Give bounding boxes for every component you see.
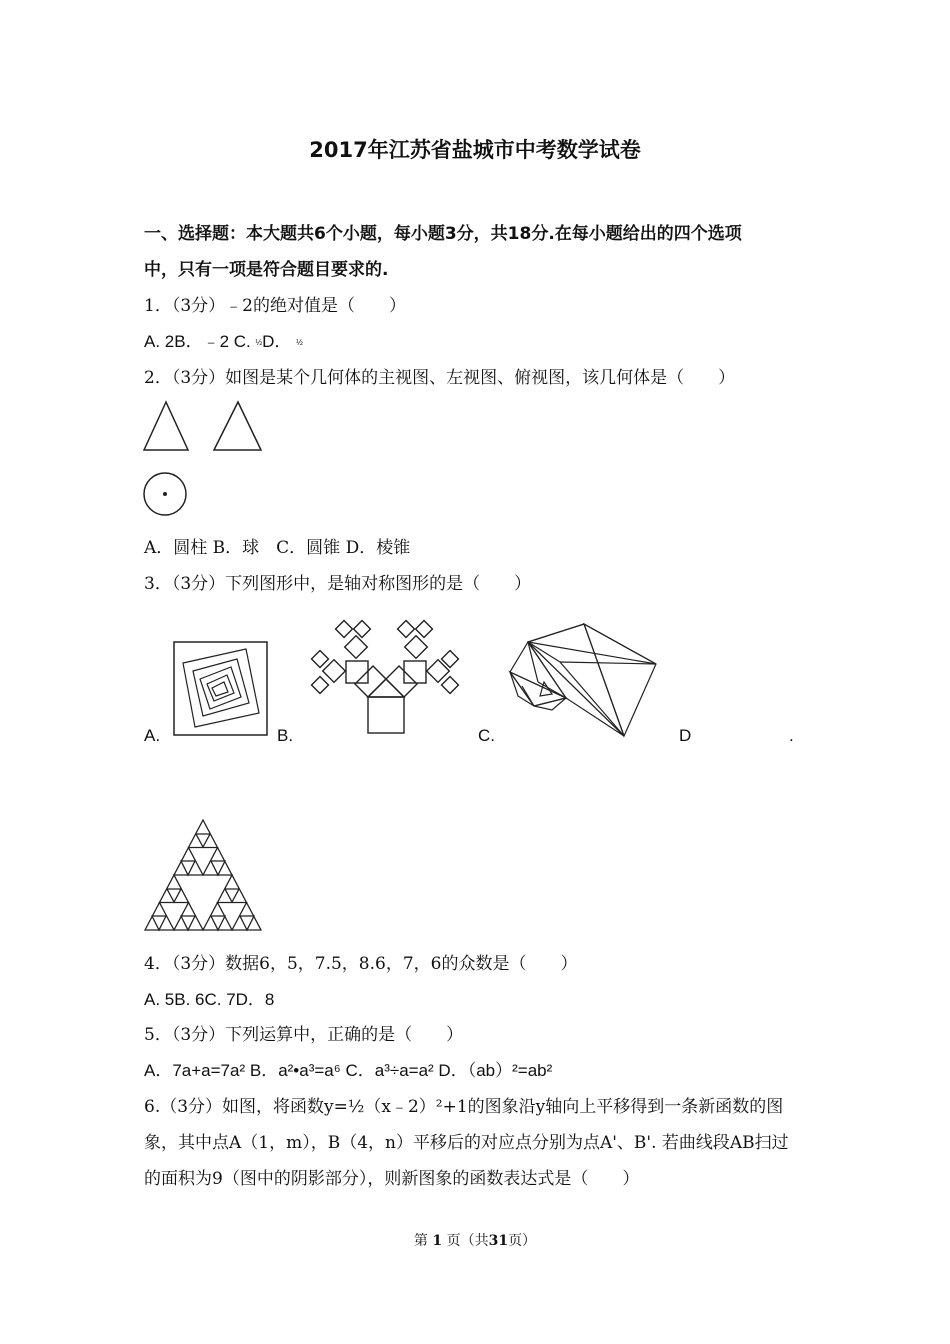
side-view-triangle — [214, 402, 261, 450]
top-view-center-dot — [163, 492, 167, 496]
footer-middle: 页（共 — [446, 1233, 489, 1249]
q3-label-c: C. — [478, 726, 495, 745]
q1-option-d: D． — [262, 332, 292, 351]
q3-label-a: A. — [144, 726, 161, 745]
q6-stem-line2: 象，其中点A（1，m），B（4，n）平移后的对应点分别为点A'、B'. 若曲线段AB扫过 — [144, 1133, 789, 1153]
section-heading-cont: 中，只有一项是符合题目要求的. — [144, 260, 389, 280]
q1-stem: 1．（3分）﹣2的绝对值是（ ） — [144, 296, 406, 316]
footer-page-number: 1 — [432, 1233, 443, 1249]
q1-frac-d: ½ — [296, 337, 303, 347]
q3-stem: 3．（3分）下列图形中，是轴对称图形的是（ ） — [144, 574, 532, 594]
q6-stem-line3: 的面积为9（图中的阴影部分），则新图象的函数表达式是（ ） — [144, 1169, 640, 1189]
q5-stem: 5．（3分）下列运算中，正确的是（ ） — [144, 1025, 464, 1045]
footer-prefix: 第 — [413, 1233, 428, 1249]
q1-options-text: A. 2B．﹣2 C. — [144, 332, 256, 351]
q6-stem-line1: 6.（3分）如图，将函数y=½（x﹣2）²+1的图象沿y轴向上平移得到一条新函数的图 — [144, 1097, 784, 1117]
q3-figure-d-sierpinski-triangle — [143, 818, 263, 933]
q2-stem: 2．（3分）如图是某个几何体的主视图、左视图、俯视图，该几何体是（ ） — [144, 368, 736, 388]
q1-options — [144, 330, 303, 354]
q3-label-dot: . — [789, 726, 794, 745]
q3-figure-c-triangle-spiral — [508, 622, 663, 742]
q2-three-views-figure — [140, 398, 270, 518]
q4-options: A. 5B. 6C. 7D．8 — [144, 990, 275, 1009]
footer-suffix: 页） — [508, 1233, 537, 1249]
q1-frac-c: ½ — [255, 337, 263, 347]
page-title: 2017年江苏省盐城市中考数学试卷 — [309, 138, 641, 162]
front-view-triangle — [144, 402, 188, 450]
q5-options: A．7a+a=7a² B．a²•a³=a⁶ C．a³÷a=a² D．（ab）²=ab² — [144, 1061, 553, 1080]
q3-figure-b-pythagoras-tree — [308, 615, 458, 740]
q3-label-d: D — [679, 726, 692, 745]
q3-label-b: B. — [277, 726, 294, 745]
section-heading: 一、选择题：本大题共6个小题，每小题3分，共18分.在每小题给出的四个选项 — [144, 224, 742, 244]
page-footer — [0, 1230, 950, 1250]
q2-options: A．圆柱 B．球 C．圆锥 D．棱锥 — [144, 538, 411, 558]
q3-figure-a-spiral-squares — [173, 641, 268, 736]
footer-total-pages: 31 — [488, 1233, 509, 1249]
q4-stem: 4．（3分）数据6，5，7.5，8.6，7，6的众数是（ ） — [144, 954, 578, 974]
